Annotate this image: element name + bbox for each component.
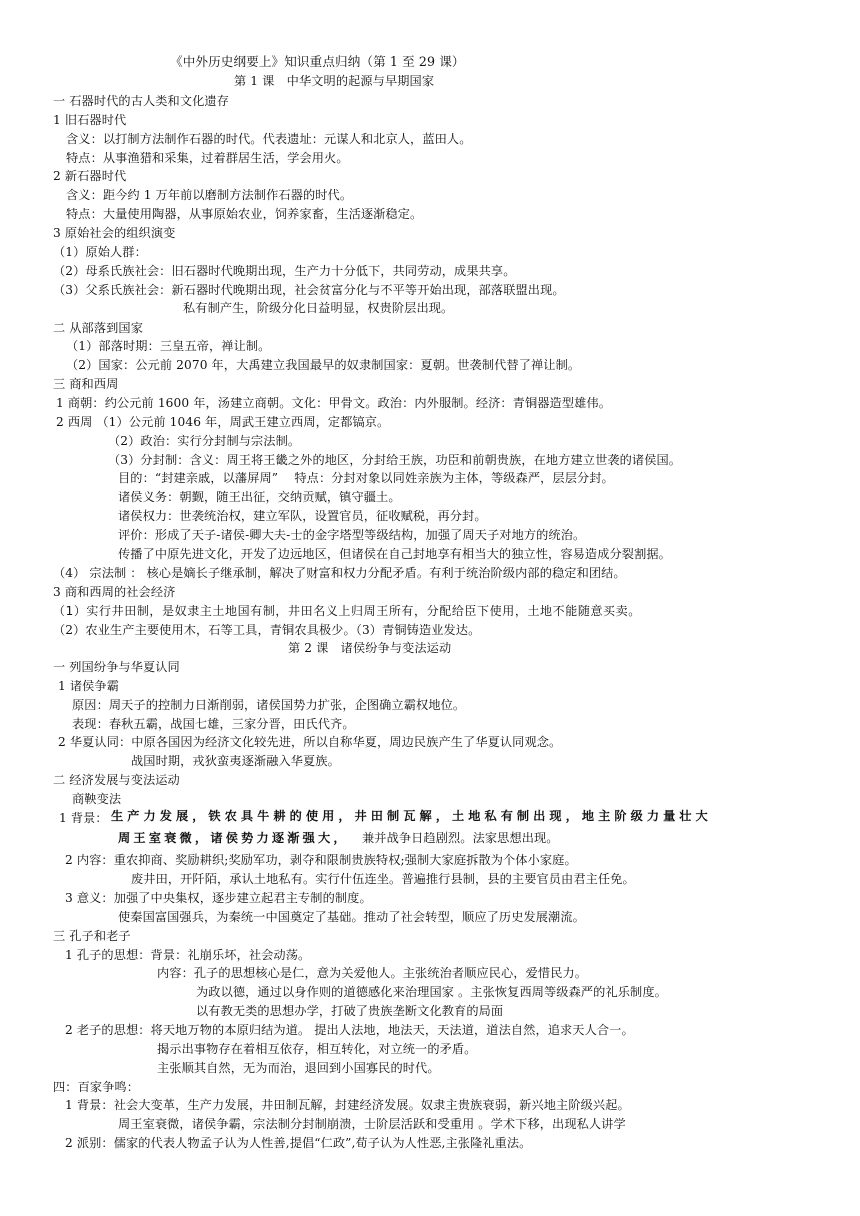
- text-line: 原因：周天子的控制力日渐削弱，诸侯国势力扩张，企图确立霸权地位。: [72, 698, 466, 712]
- text-line: 主张顺其自然，无为而治，退回到小国寡民的时代。: [157, 1061, 440, 1075]
- text-line: 以有教无类的思想办学，打破了贵族垄断文化教育的局面: [196, 1004, 504, 1018]
- text-line: （2）政治：实行分封制与宗法制。: [108, 434, 301, 448]
- text-line: 兼并战争日趋剧烈。法家思想出现。: [362, 831, 559, 845]
- lesson-1-heading: 第 1 课 中华文明的起源与早期国家: [234, 74, 435, 88]
- subsection-heading: 3 商和西周的社会经济: [53, 585, 176, 599]
- text-line: 2 华夏认同：中原各国因为经济文化较先进，所以自称华夏，周边民族产生了华夏认同观念。: [58, 735, 562, 749]
- text-line: 含义：以打制方法制作石器的时代。代表遗址：元谋人和北京人，蓝田人。: [66, 132, 472, 146]
- subsection-heading: 2 新石器时代: [53, 169, 127, 183]
- section-heading: 三 孔子和老子: [53, 929, 131, 943]
- text-line: 1 背景：社会大变革，生产力发展，井田制瓦解，封建经济发展。奴隶主贵族衰弱，新兴地主阶级兴起。: [65, 1098, 630, 1112]
- text-line: 特点：大量使用陶器，从事原始农业，饲养家畜，生活逐渐稳定。: [66, 207, 423, 221]
- text-line: 3 意义：加强了中央集权，逐步建立起君主专制的制度。: [65, 891, 372, 905]
- section-heading: 三 商和西周: [53, 377, 119, 391]
- text-line: （1）实行井田制，是奴隶主土地国有制，井田名义上归周王所有，分配给臣下使用，土地不能随意买卖。: [53, 604, 641, 618]
- text-line: （1）部落时期：三皇五帝，禅让制。: [66, 339, 271, 353]
- text-line: 诸侯权力：世袭统治权，建立军队，设置官员，征收赋税，再分封。: [118, 509, 487, 523]
- text-line: 评价：形成了天子-诸侯-卿大夫-士的金字塔型等级结构，加强了周天子对地方的统治。: [118, 528, 586, 542]
- subsection-heading: 1 旧石器时代: [53, 113, 127, 127]
- document-title: 《中外历史纲要上》知识重点归纳（第 1 至 29 课）: [170, 54, 465, 69]
- text-line: 废井田，开阡陌，承认土地私有。实行什伍连坐。普遍推行县制，县的主要官员由君主任免。: [131, 872, 635, 886]
- text-line: 2 老子的思想：将天地万物的本原归结为道。 提出人法地，地法天，天法道，道法自然，追求天人合一。: [65, 1023, 634, 1037]
- text-line: （2）母系氏族社会：旧石器时代晚期出现，生产力十分低下，共同劳动，成果共享。: [53, 264, 516, 278]
- text-line: （4） 宗法制 ： 核心是嫡长子继承制，解决了财富和权力分配矛盾。有利于统治阶级内部的稳定和团结。: [53, 566, 626, 580]
- section-heading: 二 经济发展与变法运动: [53, 773, 180, 787]
- lesson-2-heading: 第 2 课 诸侯纷争与变法运动: [288, 641, 452, 655]
- text-line: 特点：从事渔猎和采集，过着群居生活，学会用火。: [66, 151, 349, 165]
- text-line: 传播了中原先进文化，开发了边远地区，但诸侯在自己封地享有相当大的独立性，容易造成分裂割据。: [118, 547, 671, 561]
- text-line: 1 商朝：约公元前 1600 年，汤建立商朝。文化：甲骨文。政治：内外服制。经济：青铜器造型雄伟。: [56, 396, 611, 410]
- text-line-label: 1 背景：: [59, 811, 108, 825]
- text-line-bold: 周王室衰微，诸侯势力逐渐强大，: [118, 831, 349, 845]
- subsection-heading: 商鞅变法: [72, 792, 122, 806]
- text-line: 目的：“封建亲戚，以藩屏周” 特点：分封对象以同姓亲族为主体，等级森严，层层分封。: [118, 471, 614, 485]
- text-line: 1 孔子的思想：背景：礼崩乐坏，社会动荡。: [65, 948, 311, 962]
- text-line: 私有制产生，阶级分化日益明显，权贵阶层出现。: [183, 301, 454, 315]
- text-line: 为政以德，通过以身作则的道德感化来治理国家 。主张恢复西周等级森严的礼乐制度。: [196, 985, 667, 999]
- text-line: 周王室衰微，诸侯争霸，宗法制分封制崩溃，士阶层活跃和受重用 。学术下移，出现私人讲学: [118, 1117, 626, 1131]
- text-line: 战国时期，戎狄蛮夷逐渐融入华夏族。: [131, 754, 340, 768]
- text-line: （2）国家：公元前 2070 年，大禹建立我国最早的奴隶制国家：夏朝。世袭制代替了禅让制。: [66, 358, 581, 372]
- subsection-heading: 1 诸侯争霸: [58, 679, 119, 693]
- section-heading: 四：百家争鸣：: [53, 1080, 140, 1094]
- text-line: 使秦国富国强兵，为秦统一中国奠定了基础。推动了社会转型，顺应了历史发展潮流。: [118, 910, 585, 924]
- text-line: （3）分封制：含义：周王将王畿之外的地区，分封给王族，功臣和前朝贵族，在地方建立世袭的诸侯国。: [108, 453, 682, 467]
- text-line: 表现：春秋五霸，战国七雄，三家分晋，田氏代齐。: [72, 717, 355, 731]
- text-line: 内容：孔子的思想核心是仁，意为关爱他人。主张统治者顺应民心，爱惜民力。: [157, 966, 588, 980]
- text-line: （3）父系氏族社会：新石器时代晚期出现，社会贫富分化与不平等开始出现，部落联盟出现。: [53, 283, 565, 297]
- text-line: 含义：距今约 1 万年前以磨制方法制作石器的时代。: [66, 188, 353, 202]
- text-line: 2 内容：重农抑商、奖励耕织;奖励军功，剥夺和限制贵族特权;强制大家庭拆散为个体小家庭。: [65, 853, 577, 867]
- text-line: （1）原始人群：: [53, 245, 147, 259]
- text-line-bold: 生产力发展，铁农具牛耕的使用，井田制瓦解，土地私有制出现，地主阶级力量壮大: [111, 809, 712, 823]
- text-line: 诸侯义务：朝觐，随王出征，交纳贡赋，镇守疆土。: [118, 490, 401, 504]
- subsection-heading: 3 原始社会的组织演变: [53, 226, 176, 240]
- section-heading: 一 列国纷争与华夏认同: [53, 660, 180, 674]
- text-line: 揭示出事物存在着相互依存，相互转化，对立统一的矛盾。: [157, 1042, 477, 1056]
- text-line: （2）农业生产主要使用木，石等工具，青铜农具极少。（3）青铜铸造业发达。: [53, 623, 481, 637]
- section-heading: 二 从部落到国家: [53, 321, 143, 335]
- text-line: 2 派别：儒家的代表人物孟子认为人性善,提倡“仁政”,荀子认为人性恶,主张隆礼重法。: [65, 1136, 532, 1150]
- text-line: 2 西周 （1）公元前 1046 年，周武王建立西周，定都镐京。: [56, 415, 390, 429]
- section-heading: 一 石器时代的古人类和文化遗存: [53, 94, 229, 108]
